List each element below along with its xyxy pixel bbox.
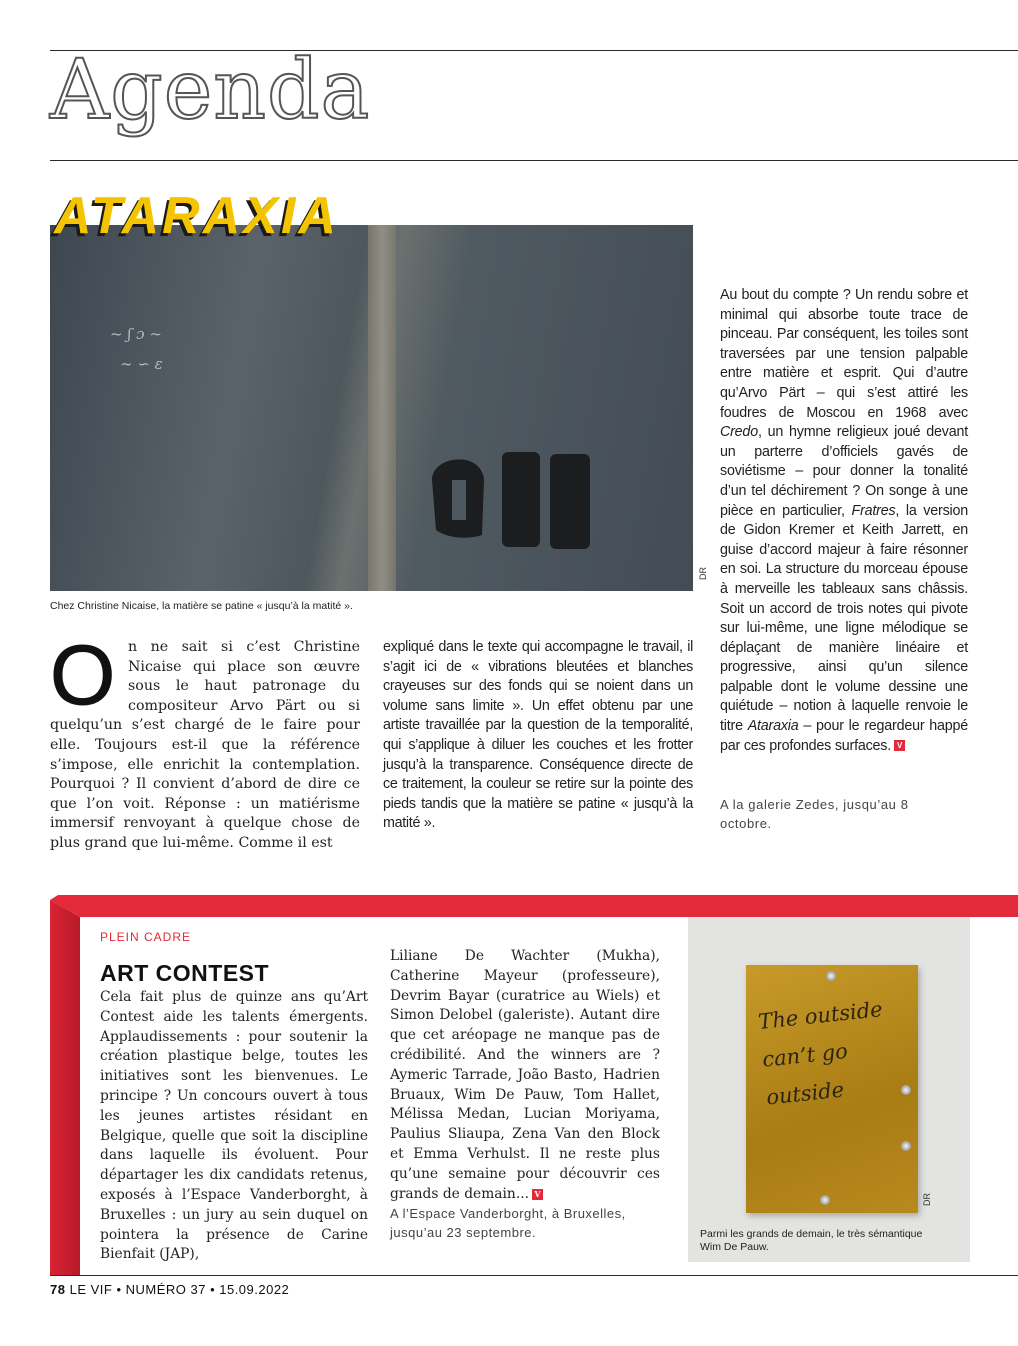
painting-chalk-marks: ~ ʃ ɔ ∼	[110, 325, 162, 343]
work-title-fratres: Fratres	[851, 502, 896, 519]
article-image	[50, 225, 693, 591]
box-column-1: Cela fait plus de quinze ans qu’Art Contest aide les talents émergents. Applaudissements : pour soutenir la création plastique belge, toutes les initiatives sont les bienvenues. Le principe ? Un concours ouvert à tous les jeunes artistes résidant en Belgique, quelle que soit la discipline dans laquelle ils évoluent. Pour départager les dix candidats retenus, exposés à l’Espace Vanderborght, à Bruxelles : un jury au sein duquel on pointera la présence de Carine Bienfait (JAP),	[100, 989, 368, 1263]
box-frame-side	[50, 900, 80, 1275]
work-title-ataraxia: Ataraxia	[747, 718, 799, 735]
photo-credit: DR	[922, 1193, 932, 1206]
painting-dark-mark	[422, 440, 632, 550]
work-title-credo: Credo	[720, 424, 758, 441]
magazine-info: LE VIF • NUMÉRO 37 • 15.09.2022	[69, 1282, 290, 1297]
photo-board	[746, 965, 918, 1213]
article-column-3	[720, 286, 968, 756]
column-3-text: , un hymne religieux joué devant un parterre d’officiels gavés de soviétisme – pour donner la tonalité d’un tel déchirement ? On songe à une pièce en particulier,	[720, 424, 968, 519]
image-caption: Chez Christine Nicaise, la matière se patine « jusqu’à la matité ».	[50, 600, 353, 612]
photo-caption: Parmi les grands de demain, le très sémantique Wim De Pauw.	[700, 1228, 923, 1253]
page-number: 78	[50, 1282, 66, 1297]
column-3-text: – pour le regardeur happé par ces profondes surfaces.	[720, 718, 968, 754]
title-rule	[50, 160, 1018, 161]
box-headline: ART CONTEST	[100, 960, 270, 986]
box-kicker: PLEIN CADRE	[100, 930, 192, 944]
article-column-1	[50, 628, 360, 854]
page-footer	[50, 1282, 289, 1297]
pin-icon	[826, 971, 836, 981]
box-frame-top	[50, 895, 1018, 917]
end-mark-icon: V	[532, 1189, 543, 1200]
article-headline: ATARAXIA	[54, 187, 339, 245]
board-handwriting: The outside can’t go outside	[757, 997, 884, 1110]
painting-band	[368, 225, 396, 591]
painting-chalk-marks: ∼ ∽ ɛ	[120, 355, 163, 373]
column-3-text: , la version de Gidon Kremer et Keith Jarrett, en guise d’accord majeur à faire résonner en soi. La structure du morceau épouse à merveille les tableaux sans châssis. Soit un accord de trois notes qui pivote sur lui-même, une ligne mélodique se déplaçant de manière linéaire et progressive, ainsi qu’un silence palpable dont le volume dessine une quiétude – notion à laquelle renvoie le titre	[720, 502, 968, 735]
article-venue: A la galerie Zedes, jusqu’au 8 octobre.	[720, 797, 909, 831]
box-column-2-text: Liliane De Wachter (Mukha), Catherine Mayeur (professeure), Devrim Bayar (curatrice au Wiels) et Simon Delobel (galeriste). Autant dire que cet aréopage ne manque pas de crédibilité. And the winners are ? Aymeric Tarrade, João Basto, Hadrien Bruaux, Wim De Pauw, Tom Hallet, Mélissa Medan, Lucian Moriyama, Paulius Sliaupa, Zena Van den Block et Emma Verhulst. Il ne reste plus qu’une semaine pour découvrir ces grands de demain...	[390, 948, 660, 1202]
column-1-text: n ne sait si c’est Christine Nicaise qui place son œuvre sous le haut patronage du compositeur Arvo Pärt ou si quelqu’un s’est chargé de le faire pour elle. Toujours est-il que la référence s’impose, elle enrichit la contemplation. Pourquoi ? Il convient d’abord de dire ce que l’on voit. Réponse : un matiérisme immersif renvoyant à quelque chose de plus grand que lui-même. Comme il est	[50, 639, 360, 851]
box-venue: A l’Espace Vanderborght, à Bruxelles, jusqu’au 23 septembre.	[390, 1206, 626, 1240]
image-credit: DR	[698, 567, 708, 580]
footer-rule	[50, 1275, 1018, 1276]
article-column-2: expliqué dans le texte qui accompagne le travail, il s’agit ici de « vibrations bleutées et blanches crayeuses sur des fonds qui se noient dans un volume sans limite ». Un effet obtenu par une artiste travaillée par la question de la temporalité, qui s’applique à diluer les couches et les frotter jusqu’à la transparence. Conséquence directe de ce traitement, la couleur se retire sur la pointe des pieds tandis que la matière se patine « jusqu’à la matité ».	[383, 639, 693, 832]
column-3-text: Au bout du compte ? Un rendu sobre et minimal qui absorbe toute trace de pinceau. Par conséquent, les toiles sont traversées par une tension palpable entre matière et esprit. Qui d’autre qu’Arvo Pärt – qui s’est attiré les foudres de Moscou en 1968 avec	[720, 287, 968, 421]
drop-cap: O	[50, 628, 116, 722]
pin-icon	[901, 1141, 911, 1151]
end-mark-icon: V	[894, 740, 905, 751]
section-title: Agenda	[50, 43, 371, 138]
box-column-2	[390, 947, 660, 1204]
pin-icon	[820, 1195, 830, 1205]
